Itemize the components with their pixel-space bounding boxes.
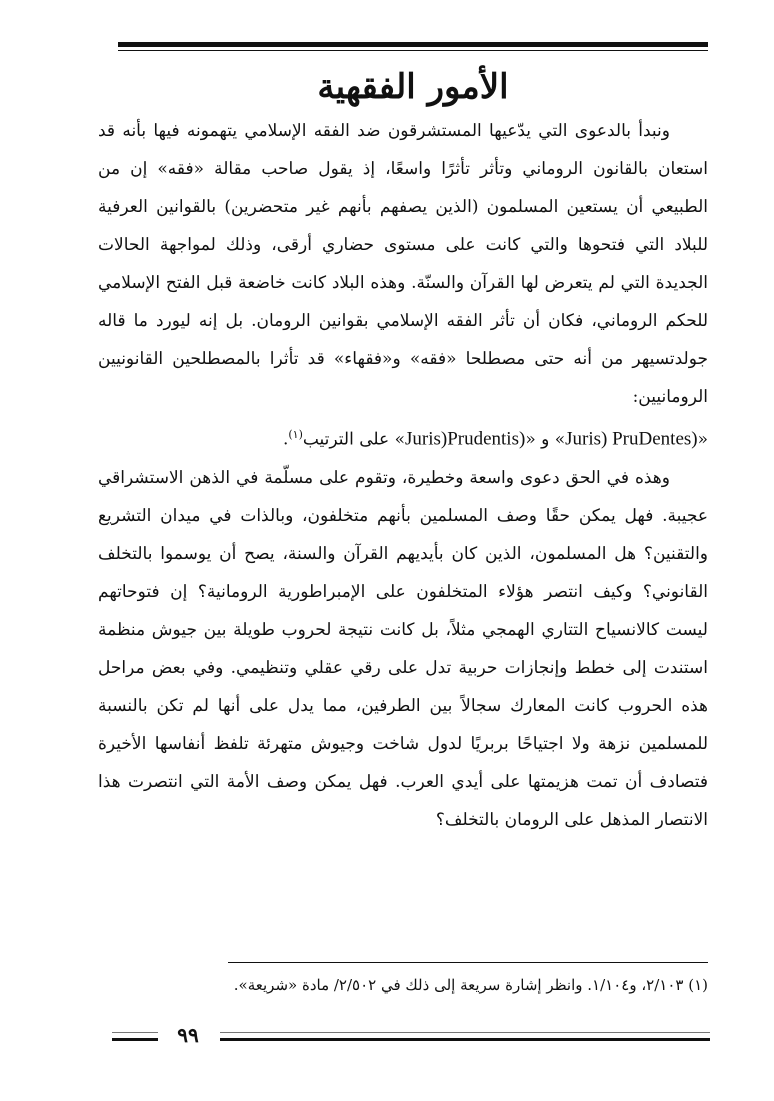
paragraph-1: ونبدأ بالدعوى التي يدّعيها المستشرقون ضد الفقه الإسلامي يتهمونه فيها بأنه قد استعان بالقانون الروماني وتأثر تأثرًا واسعًا، إذ يقول صاحب مقالة «فقه» إن من الطبيعي أن يستعين المسلمون (الذين يصفهم بأنهم غير متحضرين) بالقوانين العرفية للبلاد التي فتحوها والتي كانت على مستوى حضاري أرقى، وذلك لمواجهة الحالات الجديدة التي لم يتعرض لها القرآن والسنّة. وهذه البلاد كانت خاضعة قبل الفتح الإسلامي للحكم الروماني، فكان أن تأثر الفقه الإسلامي بقوانين الرومان. بل إنه ليورد ما قاله جولدتسيهر من أنه حتى مصطلحا «فقه» و«فقهاء» قد تأثرا بالمصطلحين القانونيين الرومانيين: [98,121,708,407]
footer-rule-right [220,1038,710,1041]
footnote: (١) ٢/١٠٣، و١/١٠٤. وانظر إشارة سريعة إلى ذلك في ٢/٥٠٢/ مادة «شريعة». [233,976,708,994]
latin-term-2: Juris)Prudentis) [404,428,526,450]
footer-rule-left [112,1038,158,1041]
top-rule-thick [118,42,708,47]
footnote-rule [228,962,708,963]
quote-close: » على الترتيب [302,429,405,450]
page-footer [112,1020,712,1050]
body-text [98,112,708,839]
footer-rule-right-thin [220,1032,710,1033]
top-rule-thin [118,50,708,51]
page-title: الأمور الفقهية [317,67,509,107]
footer-rule-left-thin [112,1032,158,1033]
quote-open: « [697,429,708,450]
latin-term-1: Juris) PruDentes) [565,428,698,450]
latin-terms-line [98,416,708,459]
footnote-marker: (١) [288,428,303,441]
line-end: . [282,429,289,450]
page-number: ٩٩ [177,1023,199,1047]
quote-mid: » و « [525,429,566,450]
paragraph-2: وهذه في الحق دعوى واسعة وخطيرة، وتقوم على مسلّمة في الذهن الاستشراقي عجيبة. فهل يمكن حقًا وصف المسلمين بأنهم متخلفون، وبالذات في ميدان التشريع والتقنين؟ هل المسلمون، الذين كان بأيديهم القرآن والسنة، يصح أن يوسموا بالتخلف القانوني؟ وكيف انتصر هؤلاء المتخلفون على الإمبراطورية الرومانية؟ إن فتوحاتهم ليست كالانسياح التتاري الهمجي مثلاً، بل كانت نتيجة لحروب طويلة بين جيوش منظمة استندت إلى خطط وإنجازات حربية تدل على رقي عقلي وتنظيمي. وفي بعض مراحل هذه الحروب كانت المعارك سجالاً بين الطرفين، مما يدل على أنها لم تكن بالنسبة للمسلمين نزهة ولا اجتياحًا بربريًا لدول شاخت وجيوش متهرئة تلفظ أنفاسها الأخيرة فتصادف أن تمت هزيمتها على أيدي العرب. فهل يمكن وصف الأمة التي انتصرت هذا الانتصار المذهل على الرومان بالتخلف؟ [98,467,708,830]
